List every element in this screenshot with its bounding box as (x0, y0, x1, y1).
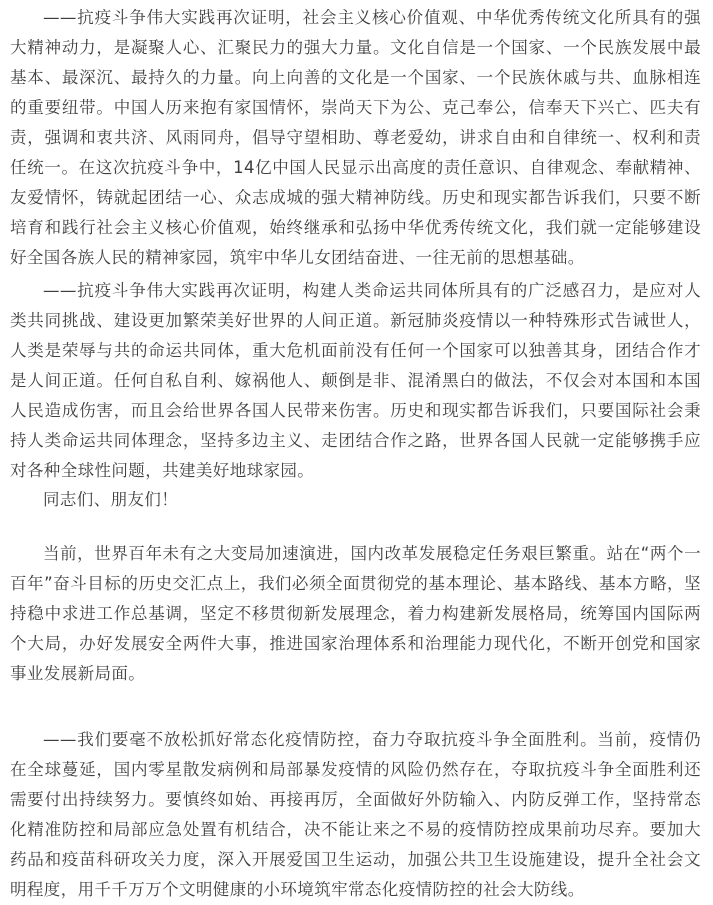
paragraph-current-situation: 当前，世界百年未有之大变局加速演进，国内改革发展稳定任务艰巨繁重。站在“两个一百年”奋斗目标的历史交汇点上，我们必须全面贯彻党的基本理论、基本路线、基本方略，坚持稳中求进工作总基调，坚定不移贯彻新发展理念，着力构建新发展格局，统筹国内国际两个大局，办好发展安全两件大事，推进国家治理体系和治理能力现代化，不断开创党和国家事业发展新局面。 (10, 544, 701, 683)
paragraph-community-shared-future: ——抗疫斗争伟大实践再次证明，构建人类命运共同体所具有的广泛感召力，是应对人类共同挑战、建设更加繁荣美好世界的人间正道。新冠肺炎疫情以一种特殊形式告诫世人，人类是荣辱与共的命运共同体，重大危机面前没有任何一个国家可以独善其身，团结合作才是人间正道。任何自私自利、嫁祸他人、颠倒是非、混淆黑白的做法，不仅会对本国和本国人民造成伤害，而且会给世界各国人民带来伤害。历史和现实都告诉我们，只要国际社会秉持人类命运共同体理念，坚持多边主义、走团结合作之路，世界各国人民就一定能够携手应对各种全球性问题，共建美好地球家园。 (10, 281, 701, 480)
paragraph-salutation: 同志们、朋友们！ (43, 490, 179, 509)
paragraph-cultural-strength: ——抗疫斗争伟大实践再次证明，社会主义核心价值观、中华优秀传统文化所具有的强大精神动力，是凝聚人心、汇聚民力的强大力量。文化自信是一个国家、一个民族发展中最基本、最深沉、最持久的力量。向上向善的文化是一个国家、一个民族休戚与共、血脉相连的重要纽带。中国人历来抱有家国情怀，崇尚天下为公、克己奉公，信奉天下兴亡、匹夫有责，强调和衷共济、风雨同舟，倡导守望相助、尊老爱幼，讲求自由和自律统一、权利和责任统一。在这次抗疫斗争中，14亿中国人民显示出高度的责任意识、自律观念、奉献精神、友爱情怀，铸就起团结一心、众志成城的强大精神防线。历史和现实都告诉我们，只要不断培育和践行社会主义核心价值观，始终继承和弘扬中华优秀传统文化，我们就一定能够建设好全国各族人民的精神家园，筑牢中华儿女团结奋进、一往无前的思想基础。 (10, 8, 701, 267)
paragraph-epidemic-prevention: ——我们要毫不放松抓好常态化疫情防控，奋力夺取抗疫斗争全面胜利。当前，疫情仍在全球蔓延，国内零星散发病例和局部暴发疫情的风险仍然存在，夺取抗疫斗争全面胜利还需要付出持续努力。要慎终如始、再接再厉，全面做好外防输入、内防反弹工作，坚持常态化精准防控和局部应急处置有机结合，决不能让来之不易的疫情防控成果前功尽弃。要加大药品和疫苗科研攻关力度，深入开展爱国卫生运动，加强公共卫生设施建设，提升全社会文明程度，用千千万万个文明健康的小环境筑牢常态化疫情防控的社会大防线。 (10, 730, 701, 899)
